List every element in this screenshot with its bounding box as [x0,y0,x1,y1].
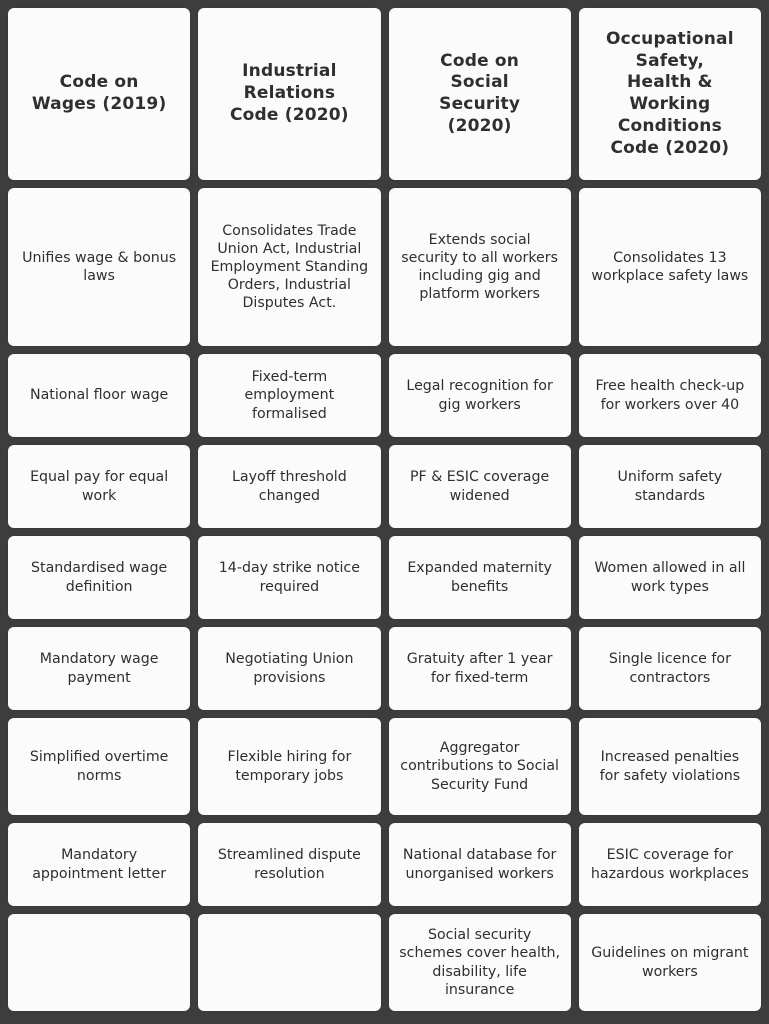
grid-cell [579,536,761,619]
cell-label: National floor wage [29,387,169,404]
cell-label: Streamlined dispute resolution [217,847,361,882]
grid-cell [8,823,190,906]
cell-label: Simplified overtime norms [29,749,169,784]
grid-cell [8,627,190,710]
cell-label: ESIC coverage for hazardous workplaces [590,847,749,882]
grid-row [8,445,761,528]
cell-label: National database for unorganised workers [402,847,557,882]
cell-label: Standardised wage definition [31,560,168,595]
grid-row [8,627,761,710]
grid-cell [389,718,571,815]
cell-label: Expanded maternity benefits [407,560,552,595]
cell-label: Consolidates 13 workplace safety laws [591,249,749,284]
column-header-label: Industrial Relations Code (2020) [229,61,349,125]
cell-label: Guidelines on migrant workers [591,945,749,980]
grid-cell [579,627,761,710]
grid-cell [8,536,190,619]
grid-cell [198,718,380,815]
cell-label: Fixed-term employment formalised [244,369,335,422]
cell-label: Social security schemes cover health, disability, life insurance [399,927,560,998]
grid-cell [389,354,571,437]
cell-label: Negotiating Union provisions [225,651,354,686]
cell-label: Women allowed in all work types [594,560,746,595]
cell-label: Free health check-up for workers over 40 [595,378,745,413]
grid-cell [579,354,761,437]
grid-row [8,536,761,619]
column-header-label: Occupational Safety, Health & Working Conditions Code (2020) [605,28,734,158]
cell-label: Consolidates Trade Union Act, Industrial Employment Standing Orders, Industrial Disputes Act. [210,222,369,312]
cell-label: Gratuity after 1 year for fixed-term [406,651,553,686]
grid-row [8,188,761,346]
grid-cell [389,823,571,906]
grid-cell-empty [8,914,190,1011]
cell-label: Mandatory wage payment [39,651,159,686]
grid-cell [198,188,380,346]
cell-label: Equal pay for equal work [30,469,169,504]
grid-row [8,718,761,815]
column-header-label: Code on Social Security (2020) [439,50,521,136]
cell-label: Unifies wage & bonus laws [22,249,177,284]
cell-label: Single licence for contractors [608,651,731,686]
cell-label: Layoff threshold changed [231,469,347,504]
cell-label: Legal recognition for gig workers [406,378,553,413]
cell-label: Flexible hiring for temporary jobs [227,749,352,784]
column-header-osh [579,8,761,180]
cell-label: Aggregator contributions to Social Security Fund [400,740,559,793]
grid-cell [579,445,761,528]
cell-label: PF & ESIC coverage widened [410,469,550,504]
grid-header-row [8,8,761,180]
grid-cell [198,823,380,906]
grid-row [8,823,761,906]
grid-cell-empty [198,914,380,1011]
grid-cell [198,536,380,619]
grid-cell [389,914,571,1011]
column-header-wages [8,8,190,180]
grid-cell [579,823,761,906]
cell-label: 14-day strike notice required [218,560,360,595]
column-header-social-security [389,8,571,180]
grid-cell [8,188,190,346]
grid-cell [8,445,190,528]
grid-row [8,354,761,437]
column-header-label: Code on Wages (2019) [31,72,167,114]
grid-cell [389,188,571,346]
grid-cell [389,627,571,710]
grid-cell [198,627,380,710]
grid-cell [389,536,571,619]
cell-label: Mandatory appointment letter [32,847,167,882]
grid-cell [389,445,571,528]
column-header-industrial-relations [198,8,380,180]
grid-row [8,914,761,1011]
cell-label: Extends social security to all workers including gig and platform workers [401,231,559,303]
cell-label: Increased penalties for safety violations [599,749,741,784]
grid-cell [8,718,190,815]
grid-cell [8,354,190,437]
grid-cell [579,914,761,1011]
cell-label: Uniform safety standards [617,469,723,504]
grid-cell [579,718,761,815]
grid-cell [198,354,380,437]
grid-cell [198,445,380,528]
grid-cell [579,188,761,346]
